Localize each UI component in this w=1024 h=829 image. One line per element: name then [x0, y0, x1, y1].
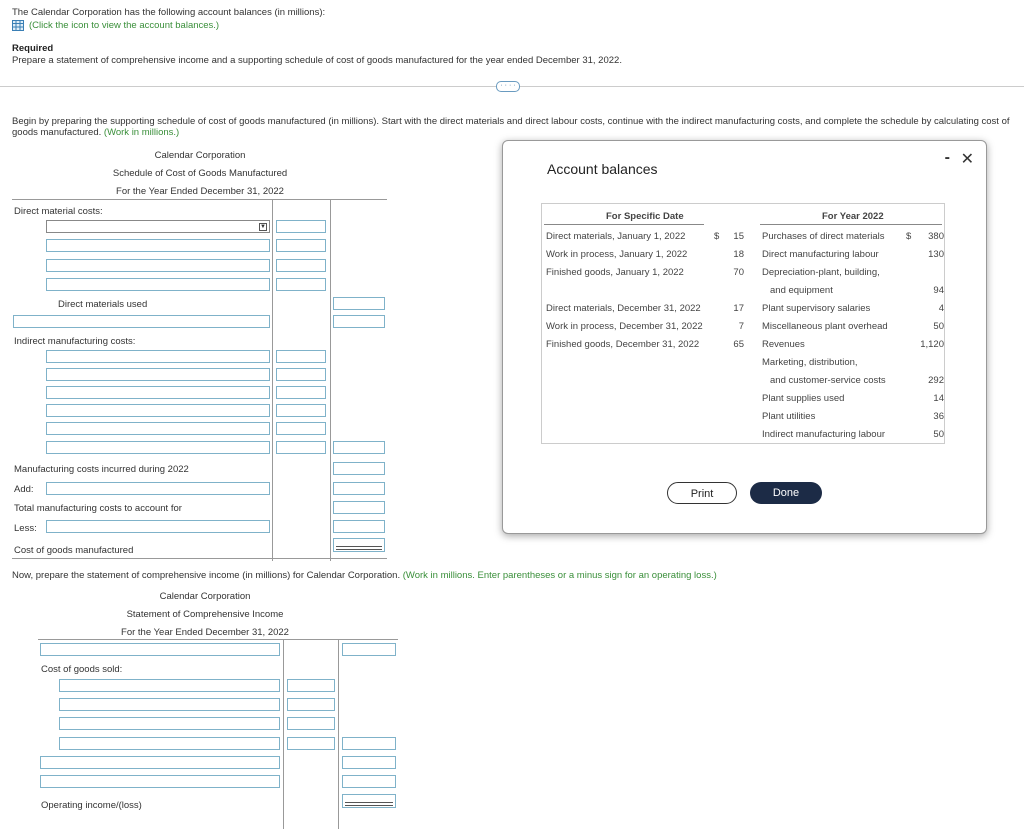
- schedule-period: For the Year Ended December 31, 2022: [116, 186, 284, 197]
- direct-material-costs-label: Direct material costs:: [14, 206, 103, 217]
- dm-amount-input[interactable]: [276, 220, 326, 233]
- imc-amount-input[interactable]: [276, 441, 326, 454]
- imc-amount-input[interactable]: [276, 386, 326, 399]
- dm-used-input[interactable]: [333, 297, 385, 310]
- imc-label-input[interactable]: [46, 350, 270, 363]
- direct-materials-used-label: Direct materials used: [58, 299, 148, 310]
- table-row: Plant supplies used: [762, 393, 845, 404]
- indirect-manufacturing-label: Indirect manufacturing costs:: [14, 336, 136, 347]
- expand-button[interactable]: · · · ·: [496, 81, 520, 92]
- account-balances-table: [541, 203, 945, 444]
- table-value: 70: [733, 267, 744, 278]
- instruction-tail-text: goods manufactured.: [12, 127, 102, 138]
- dialog-title: Account balances: [547, 161, 658, 177]
- cogs-amount-input[interactable]: [287, 737, 335, 750]
- dm-select[interactable]: [46, 220, 270, 233]
- imc-amount-input[interactable]: [276, 404, 326, 417]
- imc-label-input[interactable]: [46, 441, 270, 454]
- mfg-costs-incurred-label: Manufacturing costs incurred during 2022: [14, 464, 189, 475]
- right-header-rule: [760, 224, 942, 225]
- table-value: 94: [933, 285, 944, 296]
- table-row: Revenues: [762, 339, 805, 350]
- done-button[interactable]: Done: [750, 482, 822, 504]
- cogs-label-input[interactable]: [59, 737, 280, 750]
- account-balances-link[interactable]: (Click the icon to view the account balances.): [29, 20, 220, 31]
- account-balances-dialog: [502, 140, 987, 534]
- schedule-col-divider-2: [330, 199, 331, 561]
- required-text: Prepare a statement of comprehensive income and a supporting schedule of cost of goods manufactured for the year ended December 31, 2022.: [12, 55, 622, 66]
- instruction-text: Begin by preparing the supporting schedule of cost of goods manufactured (in millions). Start with the direct materials and direct labour costs, continue with the indirect manufacturing costs, and complete the schedule by calculating cost of: [12, 116, 1010, 127]
- schedule-col-divider-1: [272, 199, 273, 561]
- table-value: 14: [933, 393, 944, 404]
- cogs-label-input[interactable]: [59, 679, 280, 692]
- left-header: For Specific Date: [606, 211, 684, 222]
- table-row: Work in process, January 1, 2022: [546, 249, 688, 260]
- dm-label-input[interactable]: [46, 278, 270, 291]
- statement-instruction-text: Now, prepare the statement of comprehensive income (in millions) for Calendar Corporation.: [12, 570, 401, 581]
- statement-company: Calendar Corporation: [159, 591, 251, 602]
- schedule-title: Schedule of Cost of Goods Manufactured: [112, 168, 288, 179]
- gross-margin-label-input[interactable]: [40, 756, 280, 769]
- schedule-bottom-rule: [12, 558, 387, 559]
- statement-period: For the Year Ended December 31, 2022: [121, 627, 289, 638]
- statement-col-divider-1: [283, 639, 284, 829]
- table-row: Plant utilities: [762, 411, 816, 422]
- imc-amount-input[interactable]: [276, 350, 326, 363]
- chevron-down-icon: ▼: [260, 224, 266, 230]
- statement-title: Statement of Comprehensive Income: [126, 609, 284, 620]
- cogm-label: Cost of goods manufactured: [14, 545, 134, 556]
- table-value: 65: [733, 339, 744, 350]
- statement-col-divider-2: [338, 639, 339, 829]
- dm-amount-input[interactable]: [276, 239, 326, 252]
- table-value: 17: [733, 303, 744, 314]
- table-row: Direct materials, December 31, 2022: [546, 303, 701, 314]
- table-row: Plant supervisory salaries: [762, 303, 871, 314]
- left-header-rule: [544, 224, 704, 225]
- revenue-label-input[interactable]: [40, 643, 280, 656]
- dm-amount-input[interactable]: [276, 259, 326, 272]
- revenue-amount-input[interactable]: [342, 643, 396, 656]
- labour-amount-input[interactable]: [333, 315, 385, 328]
- table-row: and customer-service costs: [770, 375, 886, 386]
- table-value: 130: [928, 249, 944, 260]
- less-amount-input[interactable]: [333, 520, 385, 533]
- schedule-company: Calendar Corporation: [154, 150, 246, 161]
- mfg-costs-input[interactable]: [333, 462, 385, 475]
- imc-total-input[interactable]: [333, 441, 385, 454]
- dollar-sign: $: [714, 231, 720, 242]
- total-to-account-label: Total manufacturing costs to account for: [14, 503, 182, 514]
- imc-label-input[interactable]: [46, 368, 270, 381]
- cogm-input[interactable]: [333, 538, 385, 552]
- table-value: 1,120: [920, 339, 944, 350]
- table-row: Purchases of direct materials: [762, 231, 885, 242]
- print-button[interactable]: Print: [667, 482, 737, 504]
- operating-income-label: Operating income/(loss): [41, 800, 142, 811]
- intro-text: The Calendar Corporation has the following account balances (in millions):: [12, 7, 326, 18]
- expense-amount-input[interactable]: [342, 775, 396, 788]
- total-to-account-input[interactable]: [333, 501, 385, 514]
- table-value: 380: [928, 231, 944, 242]
- statement-top-rule: [38, 639, 398, 640]
- cogs-amount-input[interactable]: [287, 698, 335, 711]
- dollar-sign: $: [906, 231, 912, 242]
- minimize-icon[interactable]: -: [944, 149, 950, 166]
- less-label: Less:: [14, 523, 37, 534]
- table-row: Finished goods, January 1, 2022: [546, 267, 684, 278]
- table-value: 7: [738, 321, 744, 332]
- imc-amount-input[interactable]: [276, 368, 326, 381]
- table-row: Marketing, distribution,: [762, 357, 858, 368]
- imc-amount-input[interactable]: [276, 422, 326, 435]
- cogs-total-input[interactable]: [342, 737, 396, 750]
- table-row: Direct manufacturing labour: [762, 249, 879, 260]
- cogs-label-input[interactable]: [59, 717, 280, 730]
- table-value: 15: [733, 231, 744, 242]
- dm-label-input[interactable]: [46, 259, 270, 272]
- imc-label-input[interactable]: [46, 422, 270, 435]
- table-value: 36: [933, 411, 944, 422]
- add-label: Add:: [14, 484, 34, 495]
- table-icon[interactable]: [12, 20, 24, 31]
- statement-instruction: [12, 570, 717, 581]
- table-row: Miscellaneous plant overhead: [762, 321, 888, 332]
- close-icon[interactable]: ✕: [960, 151, 974, 168]
- imc-label-input[interactable]: [46, 386, 270, 399]
- statement-instruction-hint: (Work in millions. Enter parentheses or a minus sign for an operating loss.): [402, 570, 717, 581]
- add-amount-input[interactable]: [333, 482, 385, 495]
- instruction-tail: [12, 127, 179, 138]
- cogs-label-input[interactable]: [59, 698, 280, 711]
- table-row: Depreciation-plant, building,: [762, 267, 880, 278]
- dm-amount-input[interactable]: [276, 278, 326, 291]
- imc-label-input[interactable]: [46, 404, 270, 417]
- table-value: 292: [928, 375, 944, 386]
- table-value: 50: [933, 321, 944, 332]
- required-heading: Required: [12, 43, 54, 54]
- table-value: 18: [733, 249, 744, 260]
- table-row: Indirect manufacturing labour: [762, 429, 886, 440]
- add-label-input[interactable]: [46, 482, 270, 495]
- less-label-input[interactable]: [46, 520, 270, 533]
- table-row: Direct materials, January 1, 2022: [546, 231, 686, 242]
- instruction-hint: (Work in millions.): [103, 127, 180, 138]
- cogs-amount-input[interactable]: [287, 717, 335, 730]
- dm-label-input[interactable]: [46, 239, 270, 252]
- table-value: 50: [933, 429, 944, 440]
- table-row: Work in process, December 31, 2022: [546, 321, 703, 332]
- table-row: and equipment: [770, 285, 833, 296]
- gross-margin-amount-input[interactable]: [342, 756, 396, 769]
- operating-income-input[interactable]: [342, 794, 396, 808]
- cost-of-goods-sold-label: Cost of goods sold:: [41, 664, 123, 675]
- table-row: Finished goods, December 31, 2022: [546, 339, 700, 350]
- cogs-amount-input[interactable]: [287, 679, 335, 692]
- labour-label-input[interactable]: [13, 315, 270, 328]
- expense-label-input[interactable]: [40, 775, 280, 788]
- right-header: For Year 2022: [822, 211, 884, 222]
- table-value: 4: [938, 303, 944, 314]
